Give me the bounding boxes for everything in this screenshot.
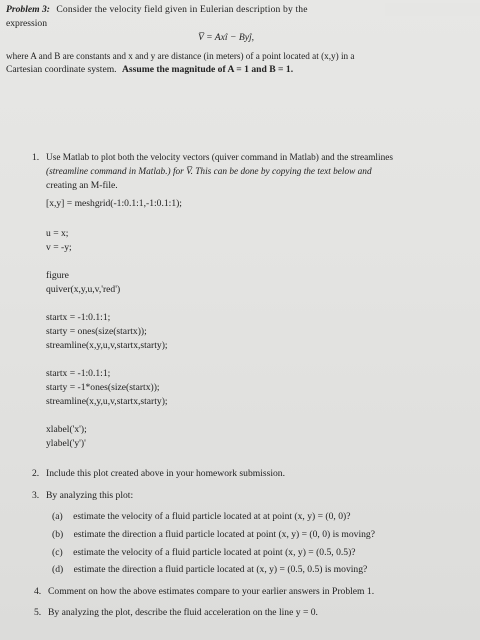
code-line: streamline(x,y,u,v,startx,starty); bbox=[46, 396, 168, 407]
sub-item-c bbox=[52, 547, 356, 560]
sub-text: estimate the velocity of a fluid particle located at at point (x, y) = (0, 0)? bbox=[73, 511, 351, 522]
code-line: startx = -1:0.1:1; bbox=[46, 312, 111, 323]
item3-number: 3. bbox=[32, 490, 40, 501]
item5-number: 5. bbox=[34, 607, 42, 618]
sub-item-b bbox=[52, 529, 375, 542]
problem-intro-line2: expression bbox=[6, 18, 48, 29]
sub-text: estimate the velocity of a fluid particle located at point (x, y) = (0.5, 0.5)? bbox=[73, 547, 356, 558]
item1-line3: creating an M-file. bbox=[46, 180, 118, 191]
problem-intro-line1 bbox=[6, 4, 308, 17]
sub-label: (a) bbox=[52, 511, 63, 522]
item2-text: Include this plot created above in your homework submission. bbox=[46, 468, 285, 479]
item4-number: 4. bbox=[34, 586, 42, 597]
redaction-block bbox=[385, 3, 480, 16]
sub-label: (c) bbox=[52, 547, 63, 558]
code-line: xlabel('x'); bbox=[46, 424, 87, 435]
code-line: figure bbox=[46, 270, 69, 281]
code-line: ylabel('y')' bbox=[46, 438, 86, 449]
item1-line2: (streamline command in Matlab.) for V̅. This can be done by copying the text below and bbox=[46, 167, 372, 177]
item1-line1: Use Matlab to plot both the velocity vectors (quiver command in Matlab) and the streamlines bbox=[46, 153, 393, 163]
problem-where-line1: where A and B are constants and x and y are distance (in meters) of a point located at (x,y) in a bbox=[6, 51, 355, 61]
sub-text: estimate the direction a fluid particle located at (x, y) = (0.5, 0.5) is moving? bbox=[73, 564, 368, 575]
sub-label: (d) bbox=[52, 564, 64, 575]
where-normal-text: Cartesian coordinate system. bbox=[6, 64, 117, 75]
item1-number: 1. bbox=[32, 152, 40, 163]
code-line: streamline(x,y,u,v,startx,starty); bbox=[46, 340, 168, 351]
item4-text: Comment on how the above estimates compare to your earlier answers in Problem 1. bbox=[48, 586, 375, 597]
code-line: v = -y; bbox=[46, 242, 72, 253]
code-line: starty = -1*ones(size(startx)); bbox=[46, 382, 160, 393]
problem-label: Problem 3: bbox=[6, 4, 50, 15]
item3-text: By analyzing this plot: bbox=[46, 490, 134, 501]
sub-label: (b) bbox=[52, 529, 64, 540]
item5-text: By analyzing the plot, describe the fluid acceleration on the line y = 0. bbox=[48, 607, 318, 618]
code-line: startx = -1:0.1:1; bbox=[46, 368, 111, 379]
sub-text: estimate the direction a fluid particle located at point (x, y) = (0, 0) is moving? bbox=[73, 529, 375, 540]
code-line: [x,y] = meshgrid(-1:0.1:1,-1:0.1:1); bbox=[46, 198, 182, 209]
problem-where-line2 bbox=[6, 64, 293, 77]
velocity-equation: V̅ = Axî − Byĵ, bbox=[198, 32, 255, 43]
sub-item-a bbox=[52, 511, 350, 524]
problem-intro-text: Consider the velocity field given in Eulerian description by the bbox=[56, 4, 308, 15]
code-line: quiver(x,y,u,v,'red') bbox=[46, 284, 121, 295]
assumption-text: Assume the magnitude of A = 1 and B = 1. bbox=[121, 64, 294, 75]
item2-number: 2. bbox=[32, 468, 40, 479]
code-line: u = x; bbox=[46, 228, 69, 239]
sub-item-d bbox=[52, 564, 367, 577]
code-line: starty = ones(size(startx)); bbox=[46, 326, 147, 337]
